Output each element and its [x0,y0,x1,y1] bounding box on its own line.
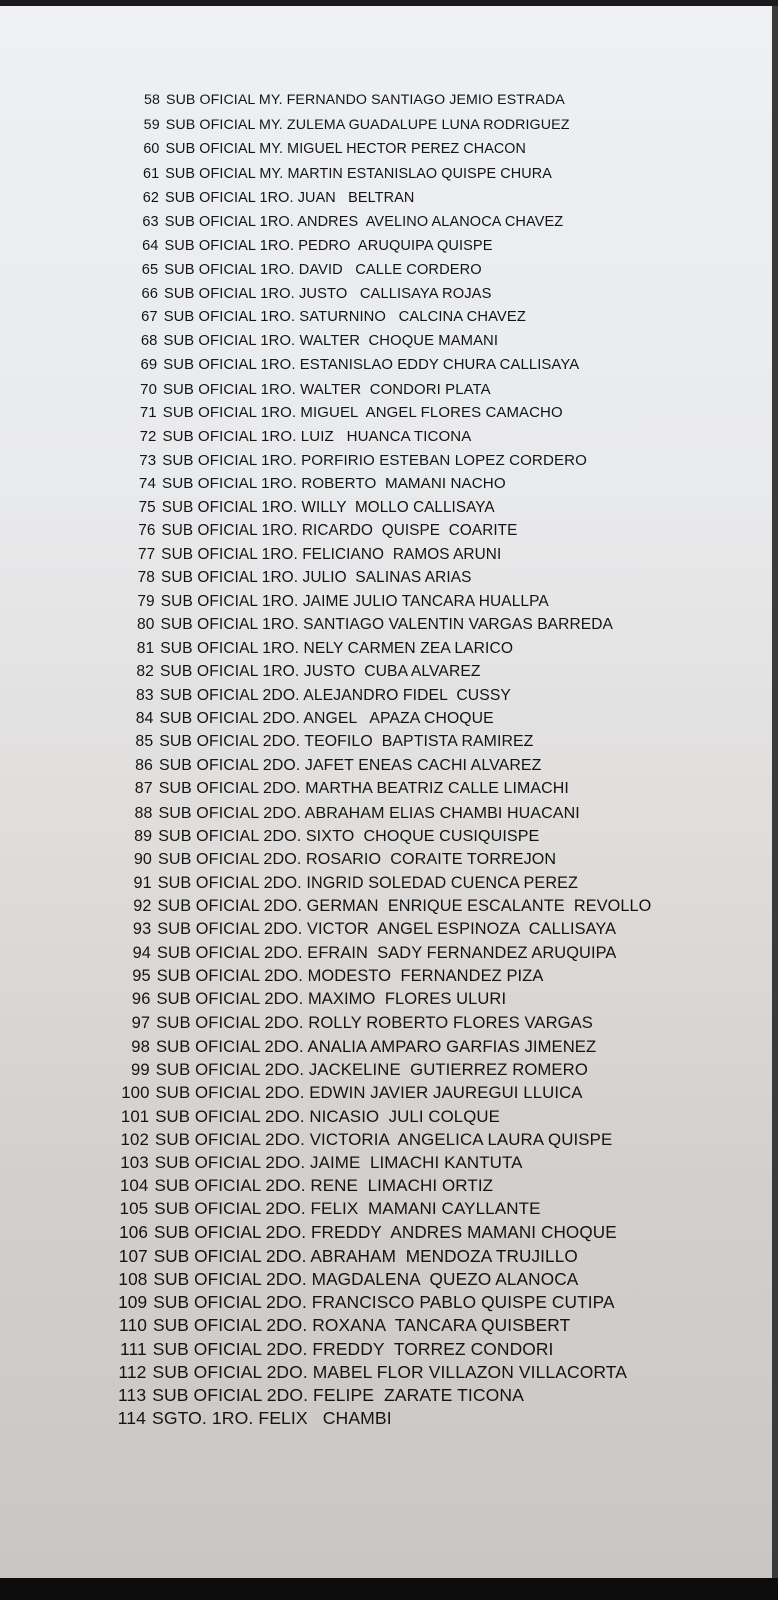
entry-name: SUB OFICIAL 2DO. ANGEL APAZA CHOQUE [159,710,494,728]
entry-name: SUB OFICIAL 2DO. MAGDALENA QUEZO ALANOCA [153,1268,579,1289]
entry-name: SUB OFICIAL 2DO. VICTORIA ANGELICA LAURA QUISPE [154,1129,613,1149]
entry-name: SUB OFICIAL 1RO. JULIO SALINAS ARIAS [160,569,472,587]
entry-number: 101 [120,1106,150,1126]
list-item [105,1176,493,1196]
list-item [114,546,501,564]
list-item [117,286,491,302]
list-item [105,1199,541,1219]
entry-number: 105 [119,1199,149,1219]
entry-number: 66 [141,285,158,302]
entry-number: 63 [142,213,159,230]
entry-name: SUB OFICIAL MY. MIGUEL HECTOR PEREZ CHACON [165,141,526,158]
list-item [102,1385,524,1406]
entry-number: 74 [138,475,156,493]
entry-name: SUB OFICIAL 2DO. MARTHA BEATRIZ CALLE LIMACHI [158,780,569,798]
entry-name: SUB OFICIAL 2DO. MODESTO FERNANDEZ PIZA [156,966,544,985]
entry-number: 78 [137,569,155,587]
list-item [116,404,563,421]
entry-name: SUB OFICIAL 1RO. ANDRES AVELINO ALANOCA CHAVEZ [164,213,564,230]
entry-name: SUB OFICIAL 2DO. JACKELINE GUTIERREZ ROMERO [155,1060,588,1080]
entry-number: 98 [131,1036,150,1056]
list-item [116,381,491,398]
list-item [115,499,495,516]
entry-number: 86 [135,756,153,774]
entry-name: SUB OFICIAL 1RO. SATURNINO CALCINA CHAVEZ [163,309,526,326]
entry-number: 77 [137,545,156,563]
entry-name: SUB OFICIAL 2DO. ROLLY ROBERTO FLORES VARGAS [156,1013,593,1033]
list-item [118,238,492,254]
list-item [118,214,563,230]
entry-number: 79 [137,592,155,610]
entry-number: 104 [119,1176,149,1196]
entry-number: 61 [143,165,160,182]
entry-name: SUB OFICIAL 1RO. JUAN BELTRAN [164,189,415,206]
entry-name: SUB OFICIAL 2DO. ABRAHAM MENDOZA TRUJILLO [153,1245,578,1266]
entry-name: SUB OFICIAL 2DO. MAXIMO FLORES ULURI [156,990,507,1009]
entry-number: 111 [119,1338,147,1359]
entry-name: SUB OFICIAL 2DO. ROSARIO CORAITE TORREJON [157,850,557,869]
entry-name: SUB OFICIAL 1RO. JAIME JULIO TANCARA HUALLPA [160,592,549,610]
entry-number: 70 [140,380,157,398]
entry-name: SUB OFICIAL 1RO. WALTER CHOQUE MAMANI [163,333,499,350]
entry-number: 80 [137,616,155,634]
entry-number: 64 [142,237,159,254]
list-item [112,710,494,728]
entry-name: SUB OFICIAL 2DO. RENE LIMACHI ORTIZ [154,1176,494,1196]
list-item [108,990,506,1009]
entry-name: SUB OFICIAL 1RO. PEDRO ARUQUIPA QUISPE [164,237,493,254]
entry-name: SUB OFICIAL 2DO. ROXANA TANCARA QUISBERT [152,1315,571,1336]
list-item [111,757,541,775]
entry-number: 109 [118,1292,148,1313]
entry-number: 94 [132,943,151,962]
entry-number: 113 [117,1384,147,1405]
list-item [113,640,513,658]
entry-number: 72 [139,427,157,445]
entry-number: 75 [138,498,156,516]
entry-number: 58 [144,92,160,108]
entry-number: 96 [131,990,151,1009]
list-item [104,1292,615,1313]
list-item [119,190,415,206]
list-item [109,874,578,893]
list-item [107,1083,583,1103]
entry-number: 83 [136,686,154,704]
document-page [0,6,778,1580]
entry-number: 68 [140,333,158,350]
list-item [110,827,539,846]
list-item [105,1223,617,1243]
list-item [119,141,526,157]
entry-number: 106 [119,1222,148,1242]
list-item [116,357,579,373]
entry-name: SUB OFICIAL 2DO. JAFET ENEAS CACHI ALVAREZ [159,756,542,774]
list-item [111,780,569,798]
list-item [108,967,543,986]
list-item [106,1107,500,1127]
entry-name: SUB OFICIAL MY. MARTIN ESTANISLAO QUISPE CHURA [165,165,552,182]
entry-number: 112 [118,1361,147,1382]
entry-number: 110 [119,1315,147,1336]
list-item [104,1246,578,1267]
list-item [106,1130,612,1150]
entry-number: 102 [120,1129,149,1149]
entry-name: SUB OFICIAL 1RO. WILLY MOLLO CALLISAYA [161,498,495,516]
list-item [109,920,616,939]
entry-number: 89 [134,826,153,845]
entry-name: SUB OFICIAL MY. ZULEMA GUADALUPE LUNA RODRIGUEZ [165,116,570,133]
entry-number: 99 [130,1060,150,1080]
list-item [102,1408,392,1429]
entry-number: 90 [133,850,152,869]
list-item [115,475,506,492]
entry-number: 92 [133,897,152,915]
list-item [119,166,552,182]
entry-number: 107 [118,1245,148,1266]
list-item [120,92,565,108]
entry-number: 59 [143,116,160,133]
entry-name: SUB OFICIAL 2DO. FELIX MAMANI CAYLLANTE [154,1199,541,1219]
entry-number: 95 [132,966,151,985]
list-item [115,452,587,469]
entry-name: SUB OFICIAL 2DO. FREDDY TORREZ CONDORI [152,1338,554,1359]
list-item [103,1362,627,1383]
list-item [116,428,472,445]
entry-name: SUB OFICIAL 2DO. JAIME LIMACHI KANTUTA [154,1152,523,1172]
entry-name: SUB OFICIAL 2DO. MABEL FLOR VILLAZON VILLACORTA [152,1361,628,1382]
entry-number: 71 [139,404,157,422]
entry-name: SUB OFICIAL 2DO. FREDDY ANDRES MAMANI CHOQUE [153,1222,617,1242]
entry-number: 69 [140,356,158,373]
list-item [112,663,480,681]
entry-name: SUB OFICIAL 1RO. WALTER CONDORI PLATA [162,380,491,398]
list-item [107,1037,596,1057]
entry-name: SUB OFICIAL 2DO. EFRAIN SADY FERNANDEZ ARUQUIPA [156,943,617,962]
list-item [118,262,482,278]
entry-number: 73 [139,451,157,469]
entry-name: SUB OFICIAL 1RO. FELICIANO RAMOS ARUNI [161,545,502,563]
list-item [112,687,511,705]
entry-name: SUB OFICIAL 2DO. ABRAHAM ELIAS CHAMBI HUACANI [158,803,580,822]
entry-number: 108 [118,1268,148,1289]
list-item [109,897,651,916]
entry-number: 114 [117,1408,146,1428]
entry-name: SUB OFICIAL 2DO. GERMAN ENRIQUE ESCALANTE REVOLLO [157,897,652,915]
entry-name: SUB OFICIAL 1RO. MIGUEL ANGEL FLORES CAMACHO [162,404,563,422]
entry-name: SUB OFICIAL 1RO. PORFIRIO ESTEBAN LOPEZ CORDERO [162,451,587,469]
entry-name: SUB OFICIAL 2DO. TEOFILO BAPTISTA RAMIREZ [159,733,534,751]
entry-number: 81 [136,639,155,657]
list-item [107,1060,588,1080]
bottom-edge [0,1578,778,1600]
entry-number: 84 [135,710,154,728]
list-item [103,1315,570,1336]
entry-name: SUB OFICIAL 2DO. ALEJANDRO FIDEL CUSSY [159,686,511,704]
entry-number: 67 [141,309,158,326]
list-item [120,117,570,133]
entry-number: 93 [132,920,152,939]
entry-name: SGTO. 1RO. FELIX CHAMBI [152,1408,392,1428]
list-item [111,733,533,751]
entry-name: SUB OFICIAL 2DO. FRANCISCO PABLO QUISPE CUTIPA [153,1292,615,1313]
entry-name: SUB OFICIAL 1RO. DAVID CALLE CORDERO [164,261,482,278]
entry-name: SUB OFICIAL 1RO. ROBERTO MAMANI NACHO [161,475,506,493]
list-item [110,850,556,869]
entry-name: SUB OFICIAL 2DO. FELIPE ZARATE TICONA [152,1384,524,1405]
entry-name: SUB OFICIAL 2DO. NICASIO JULI COLQUE [155,1106,500,1126]
list-item [113,593,549,611]
entry-number: 91 [133,873,152,892]
entry-number: 100 [121,1083,150,1103]
entry-name: SUB OFICIAL 2DO. VICTOR ANGEL ESPINOZA CALLISAYA [157,920,617,939]
entry-number: 65 [141,261,159,278]
entry-name: SUB OFICIAL 1RO. JUSTO CUBA ALVAREZ [159,663,481,681]
list-item [106,1153,523,1173]
entry-name: SUB OFICIAL 2DO. EDWIN JAVIER JAUREGUI LLUICA [155,1083,583,1103]
entry-name: SUB OFICIAL 1RO. RICARDO QUISPE COARITE [161,522,518,540]
entry-name: SUB OFICIAL 1RO. ESTANISLAO EDDY CHURA CALLISAYA [163,356,580,373]
entry-number: 85 [135,733,154,751]
entry-name: SUB OFICIAL 1RO. JUSTO CALLISAYA ROJAS [163,285,492,302]
list-item [114,522,517,540]
entry-name: SUB OFICIAL 2DO. SIXTO CHOQUE CUSIQUISPE [158,826,540,845]
list-item [108,944,616,963]
entry-name: SUB OFICIAL 2DO. INGRID SOLEDAD CUENCA PEREZ [157,873,578,892]
entry-number: 88 [134,803,153,822]
list-item [117,309,526,325]
list-item [117,333,498,349]
list-item [107,1013,592,1033]
entry-number: 82 [136,663,154,681]
entry-name: SUB OFICIAL 1RO. SANTIAGO VALENTIN VARGAS BARREDA [160,616,614,634]
entry-number: 62 [142,189,159,206]
entry-number: 60 [143,141,160,158]
entry-number: 87 [134,780,153,798]
entry-name: SUB OFICIAL MY. FERNANDO SANTIAGO JEMIO ESTRADA [166,92,565,108]
entry-number: 76 [138,522,156,540]
entry-name: SUB OFICIAL 1RO. NELY CARMEN ZEA LARICO [160,639,514,657]
entry-name: SUB OFICIAL 1RO. LUIZ HUANCA TICONA [162,427,472,445]
entry-name: SUB OFICIAL 2DO. ANALIA AMPARO GARFIAS JIMENEZ [155,1036,597,1056]
list-item [103,1339,554,1360]
list-item [114,569,472,587]
list-item [110,804,579,823]
entry-number: 97 [131,1013,151,1033]
entry-number: 103 [120,1152,149,1172]
list-item [113,616,613,634]
list-item [104,1269,578,1290]
